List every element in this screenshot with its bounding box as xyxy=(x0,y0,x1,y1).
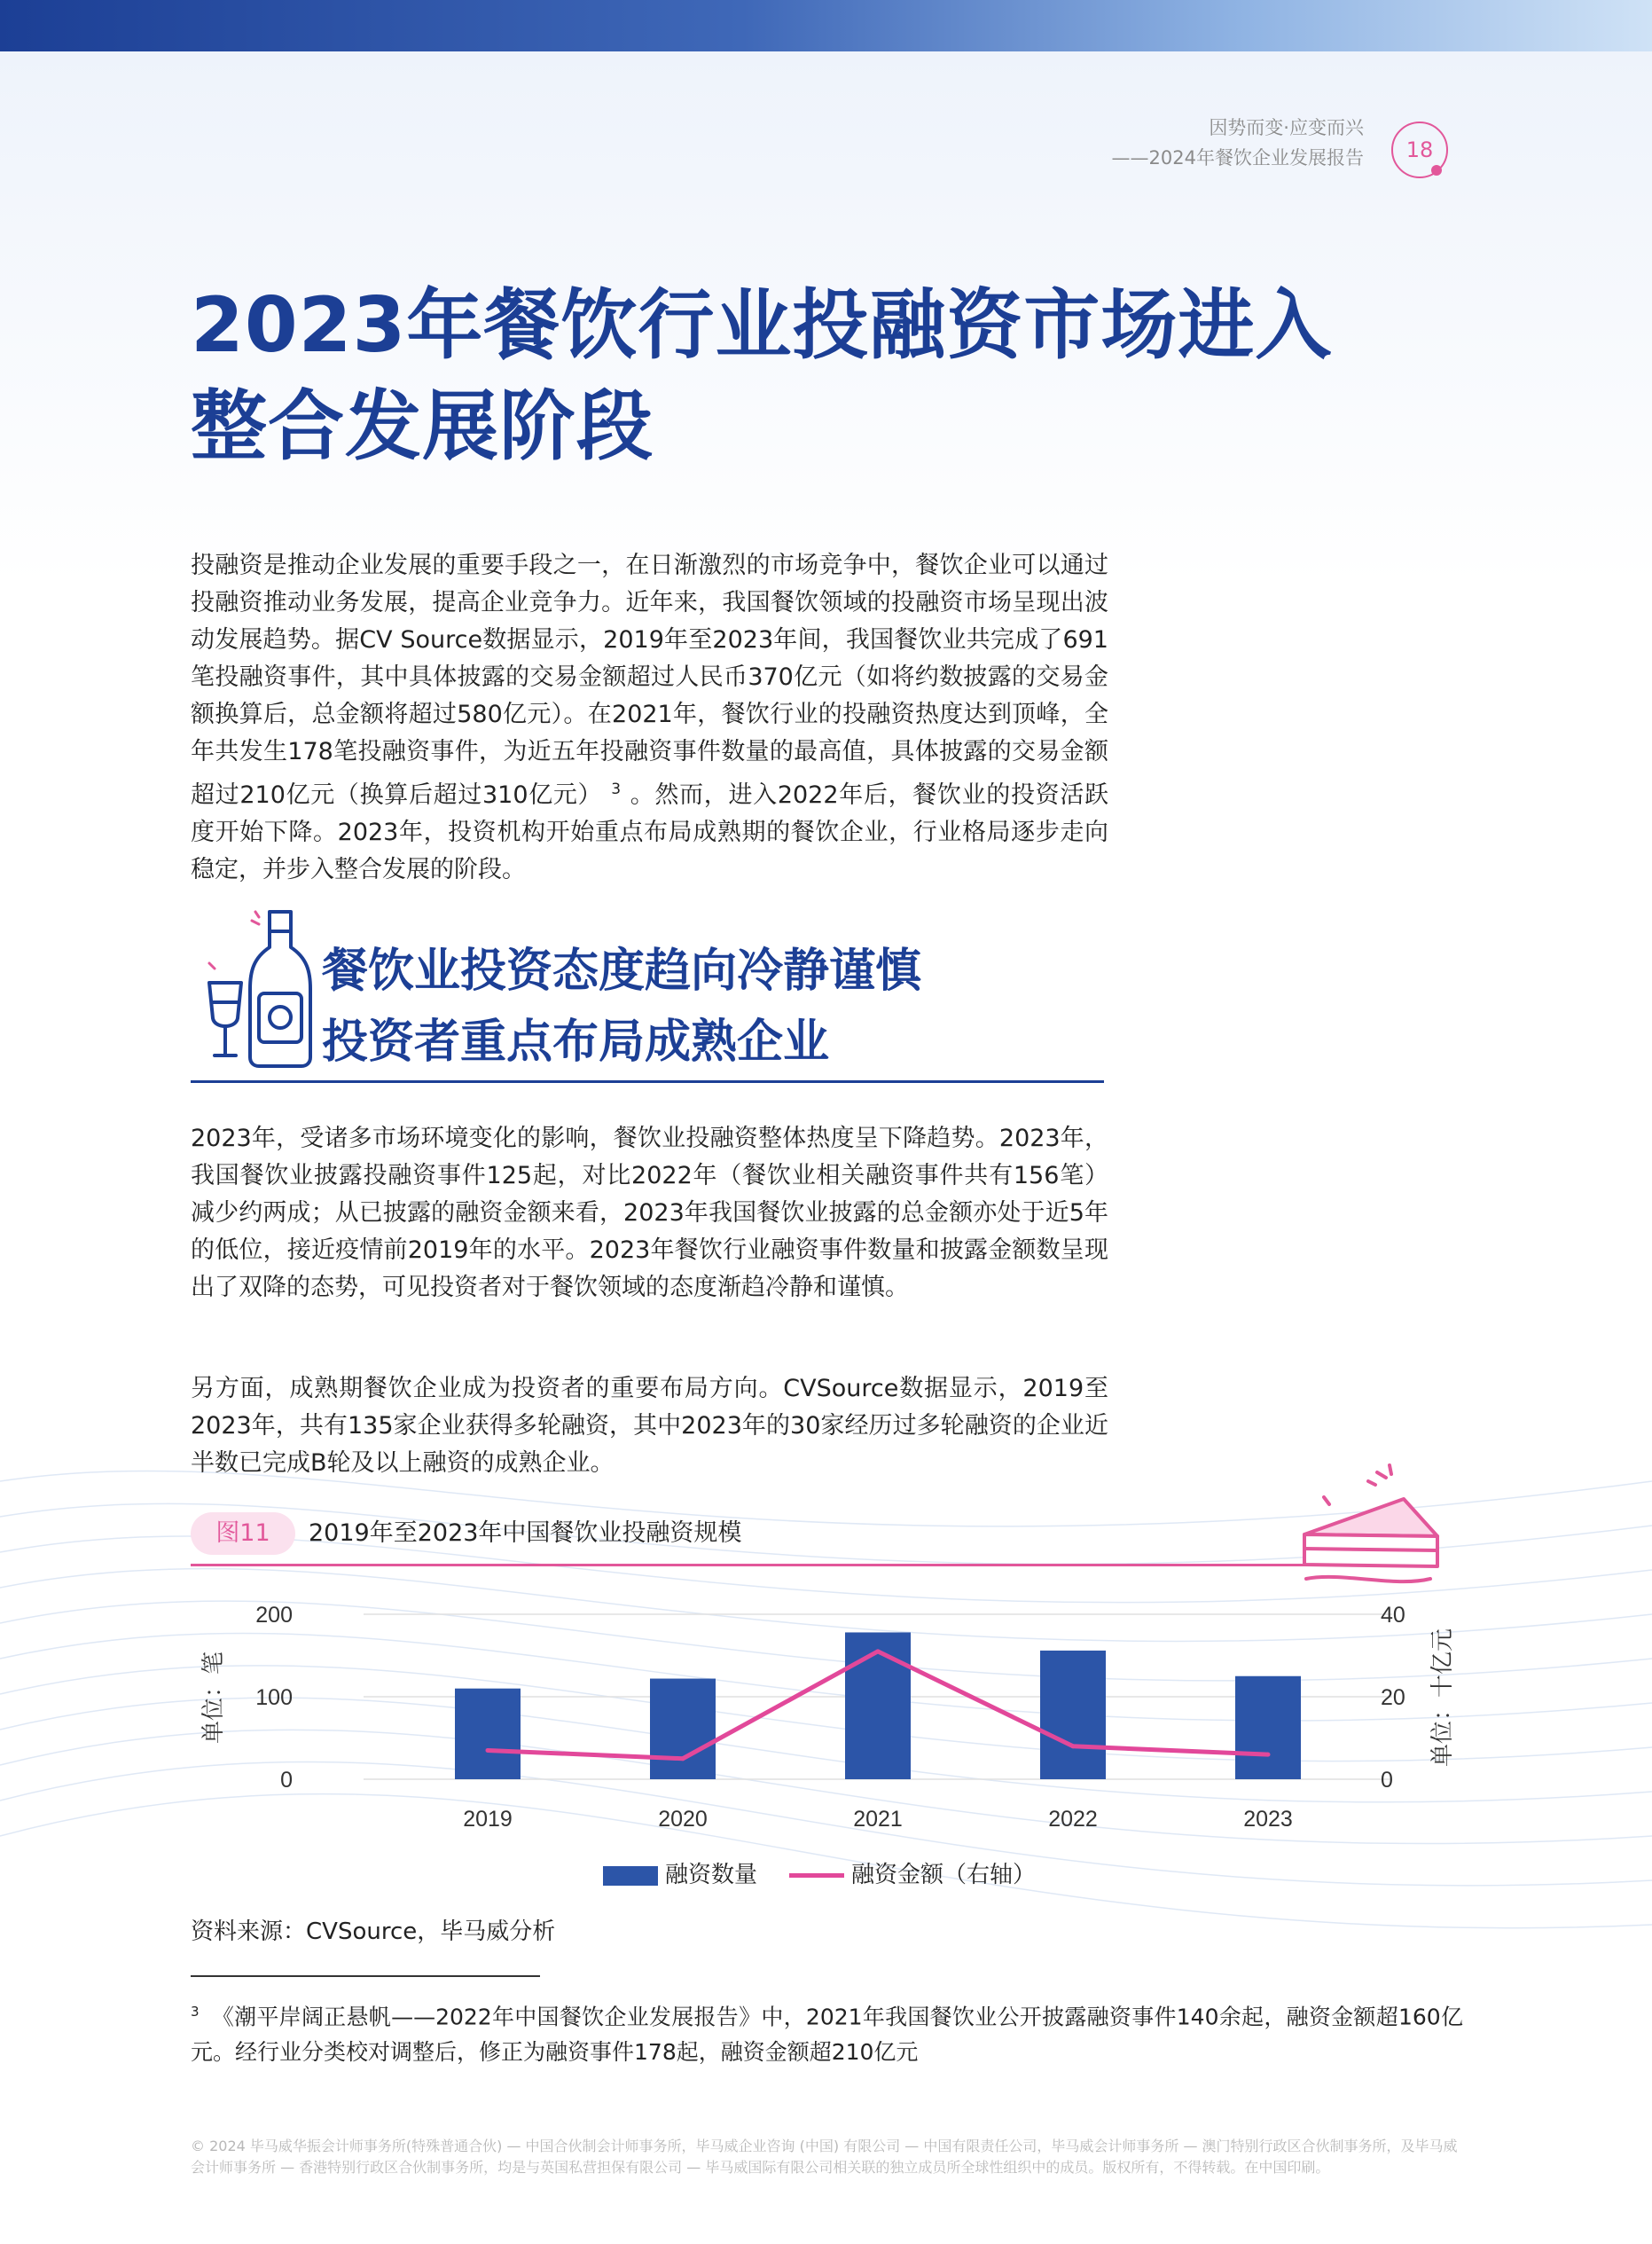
section-paragraph-1: 2023年，受诸多市场环境变化的影响，餐饮业投融资整体热度呈下降趋势。2023年，我国餐饮业披露投融资事件125起，对比2022年（餐饮业相关融资事件共有156笔）减少约两成；从已披露的融资金额来看，2023年我国餐饮业披露的总金额亦处于近5年的低位，接近疫情前2019年的水平。2023年餐饮行业融资事件数量和披露金额数呈现出了双降的态势，可见投资者对于餐饮领域的态度渐趋冷静和谨慎。 xyxy=(191,1125,1108,1301)
amount-point-2023 xyxy=(1266,1753,1271,1757)
bar-2020 xyxy=(650,1679,716,1779)
figure-rule xyxy=(191,1564,1428,1566)
header-line-2: ——2024年餐饮企业发展报告 xyxy=(1111,147,1364,169)
page-number: 18 xyxy=(1391,122,1448,178)
section-title-line-2: 投资者重点布局成熟企业 xyxy=(322,1016,830,1069)
x-tick-label: 2021 xyxy=(853,1807,903,1832)
figure-source: 资料来源：CVSource，毕马威分析 xyxy=(191,1918,556,1945)
page-number-dot xyxy=(1431,165,1442,176)
footnote-ref[interactable]: 3 xyxy=(611,781,622,798)
footnote-marker: 3 xyxy=(191,2004,200,2020)
top-banner xyxy=(0,0,1652,51)
amount-point-2022 xyxy=(1071,1744,1076,1748)
legend-bar-swatch xyxy=(603,1866,658,1886)
legend-line-swatch xyxy=(789,1873,844,1878)
section-paragraph-2: 另方面，成熟期餐饮企业成为投资者的重要布局方向。CVSource数据显示，2019至2023年，共有135家企业获得多轮融资，其中2023年的30家经历过多轮融资的企业近半数已完成B轮及以上融资的成熟企业。 xyxy=(191,1375,1108,1477)
legend-bar-label: 融资数量 xyxy=(665,1862,758,1888)
wine-bottle-icon xyxy=(200,905,316,1069)
footnote-text: 《潮平岸阔正悬帆——2022年中国餐饮企业发展报告》中，2021年我国餐饮业公开披露融资事件140余起，融资金额超160亿元。经行业分类校对调整后，修正为融资事件178起，融资金额超210亿元 xyxy=(191,2004,1463,2066)
y-left-axis-title: 单位：笔 xyxy=(200,1651,227,1745)
bar-2019 xyxy=(455,1689,521,1779)
y-right-tick-label: 0 xyxy=(1381,1768,1393,1793)
intro-paragraph xyxy=(191,547,1108,889)
legend-item-line xyxy=(789,1860,1036,1890)
section-title-line-1: 餐饮业投资态度趋向冷静谨慎 xyxy=(322,945,922,998)
intro-text: 投融资是推动企业发展的重要手段之一，在日渐激烈的市场竞争中，餐饮企业可以通过投融资推动业务发展，提高企业竞争力。近年来，我国餐饮领域的投融资市场呈现出波动发展趋势。据CV Source数据显示，2019年至2023年间，我国餐饮业共完成了691笔投融资事件，其中具体披露的交易金额超过人民币370亿元（如将约数披露的交易金额换算后，总金额将超过580亿元）。在2021年，餐饮行业的投融资热度达到顶峰，全年共发生178笔投融资事件，为近五年投融资事件数量的最高值，具体披露的交易金额超过210亿元（换算后超过310亿元） xyxy=(191,552,1108,809)
amount-point-2021 xyxy=(876,1649,881,1653)
y-left-tick-label: 0 xyxy=(280,1768,293,1793)
copyright-notice: © 2024 毕马威华振会计师事务所(特殊普通合伙) — 中国合伙制会计师事务所，毕马威企业咨询 (中国) 有限公司 — 中国有限责任公司，毕马威会计师事务所 — 澳门特别行政区合伙制事务所，及毕马威会计师事务所 — 香港特别行政区合伙制事务所，均是与英国私营担保有限公司 — 毕马威国际有限公司相关联的独立成员所全球性组织中的成员。版权所有，不得转载。在中国印刷。 xyxy=(191,2138,1458,2176)
amount-point-2019 xyxy=(486,1748,490,1753)
footnote xyxy=(191,1994,1463,2070)
amount-point-2020 xyxy=(681,1756,685,1761)
page-title xyxy=(191,275,1476,477)
x-tick-label: 2020 xyxy=(658,1807,708,1832)
y-right-axis-title: 单位：十亿元 xyxy=(1429,1628,1456,1768)
figure-label: 图11 xyxy=(191,1512,295,1555)
figure-title: 2019年至2023年中国餐饮业投融资规模 xyxy=(309,1519,742,1547)
footnote-rule xyxy=(191,1975,540,1977)
legend-line-label: 融资金额（右轴） xyxy=(851,1862,1037,1888)
intro-text-after: 。然而，进入2022年后，餐饮业的投资活跃度开始下降。2023年，投资机构开始重点布局成熟期的餐饮企业，行业格局逐步走向稳定，并步入整合发展的阶段。 xyxy=(191,781,1108,883)
x-tick-label: 2019 xyxy=(463,1807,513,1832)
header-line-1: 因势而变·应变而兴 xyxy=(1209,117,1364,138)
legend-item-bars xyxy=(603,1860,757,1890)
cake-slice-icon xyxy=(1297,1455,1448,1597)
y-left-tick-label: 100 xyxy=(255,1685,293,1710)
section-rule xyxy=(191,1080,1104,1083)
page-title-line-2: 整合发展阶段 xyxy=(191,382,654,471)
y-left-tick-label: 200 xyxy=(255,1603,293,1628)
section-title xyxy=(322,936,1120,1078)
running-header xyxy=(1112,113,1364,173)
page-title-line-1: 2023年餐饮行业投融资市场进入 xyxy=(191,281,1333,370)
x-tick-label: 2023 xyxy=(1243,1807,1293,1832)
bar-2023 xyxy=(1235,1676,1301,1779)
x-tick-label: 2022 xyxy=(1048,1807,1098,1832)
bar-2022 xyxy=(1040,1651,1106,1779)
bar-2021 xyxy=(845,1632,911,1779)
y-right-tick-label: 20 xyxy=(1381,1685,1405,1710)
y-right-tick-label: 40 xyxy=(1381,1603,1405,1628)
